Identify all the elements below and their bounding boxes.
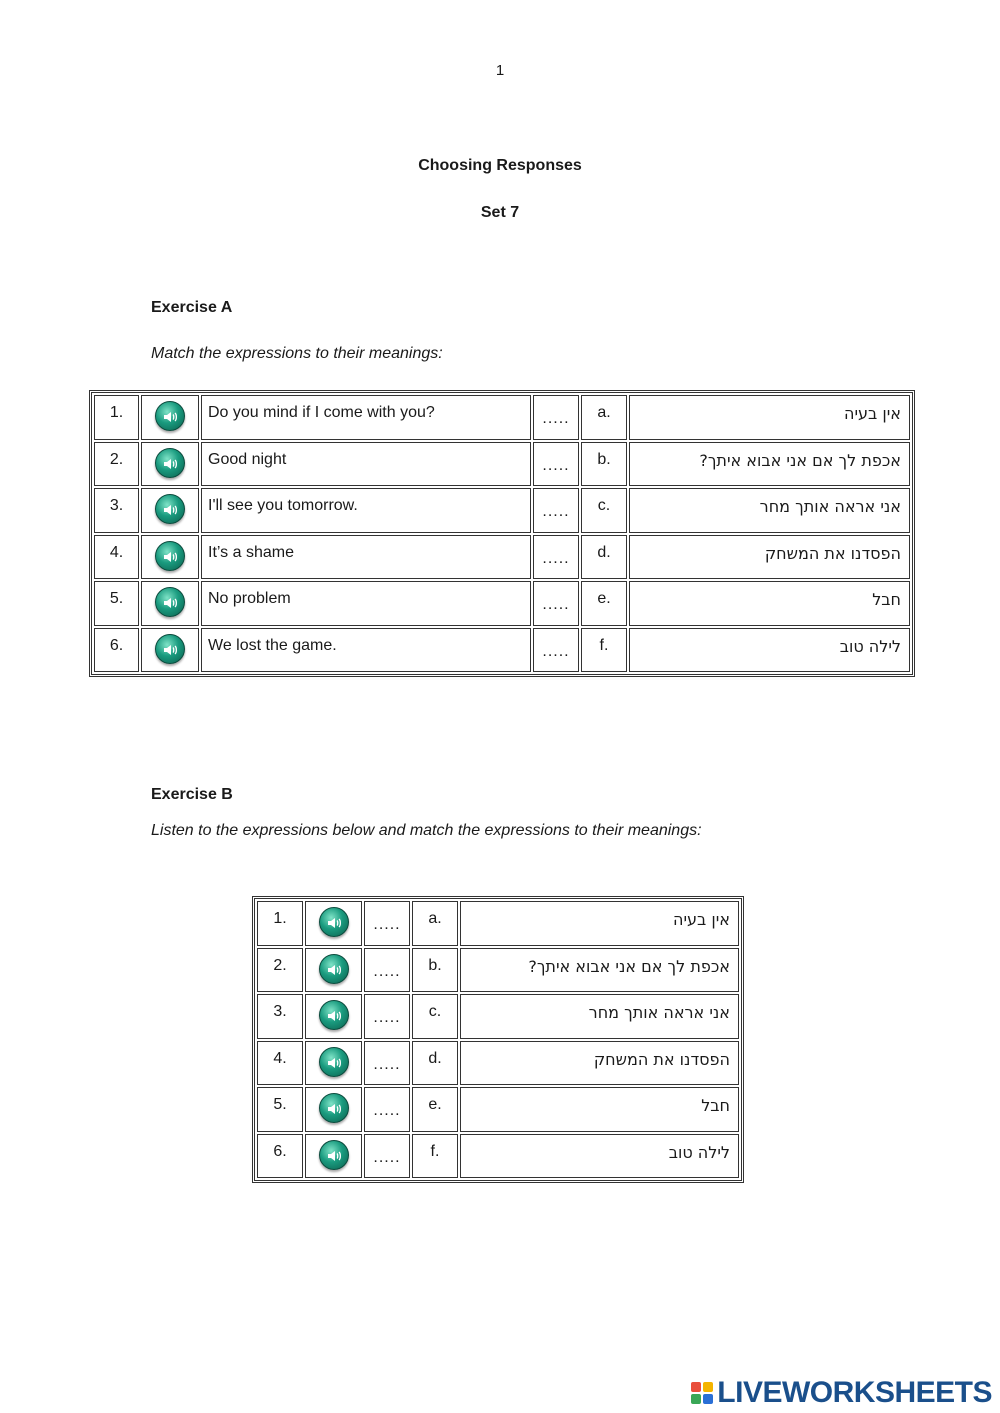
liveworksheets-logo — [691, 1376, 992, 1410]
option-letter: e. — [412, 1087, 458, 1132]
speaker-icon — [327, 1149, 343, 1163]
item-number: 3. — [257, 994, 303, 1039]
table-row — [257, 994, 739, 1039]
item-number: 4. — [257, 1041, 303, 1086]
table-row — [257, 1134, 739, 1179]
item-number: 4. — [94, 535, 139, 580]
play-sound-button[interactable] — [319, 954, 349, 984]
hebrew-meaning: אני אראה אותך מחר — [629, 488, 910, 533]
english-expression: I'll see you tomorrow. — [201, 488, 531, 533]
option-letter: f. — [581, 628, 627, 673]
answer-blank[interactable]: ..... — [364, 948, 410, 993]
play-sound-button[interactable] — [319, 1047, 349, 1077]
speaker-icon — [163, 503, 179, 517]
hebrew-meaning: אכפת לך אם אני אבוא איתך? — [460, 948, 739, 993]
hebrew-meaning: הפסדנו את המשחק — [629, 535, 910, 580]
english-expression: No problem — [201, 581, 531, 626]
speaker-icon — [163, 550, 179, 564]
option-letter: e. — [581, 581, 627, 626]
speaker-icon — [163, 457, 179, 471]
table-row — [257, 901, 739, 946]
speaker-icon — [163, 596, 179, 610]
option-letter: b. — [412, 948, 458, 993]
english-expression: We lost the game. — [201, 628, 531, 673]
play-sound-button[interactable] — [319, 907, 349, 937]
table-row — [94, 628, 910, 673]
play-sound-button-cell — [141, 488, 199, 533]
page-number: 1 — [495, 62, 505, 79]
english-expression: Good night — [201, 442, 531, 487]
answer-blank[interactable]: ..... — [364, 901, 410, 946]
hebrew-meaning: אכפת לך אם אני אבוא איתך? — [629, 442, 910, 487]
speaker-icon — [163, 410, 179, 424]
play-sound-button[interactable] — [319, 1093, 349, 1123]
exercise-b-table — [252, 896, 744, 1183]
exercise-a-heading: Exercise A — [151, 299, 233, 316]
logo-mark-icon — [691, 1382, 713, 1404]
item-number: 5. — [257, 1087, 303, 1132]
play-sound-button-cell — [305, 994, 362, 1039]
table-row — [94, 581, 910, 626]
play-sound-button-cell — [305, 1134, 362, 1179]
english-expression: Do you mind if I come with you? — [201, 395, 531, 440]
exercise-a-instruction: Match the expressions to their meanings: — [151, 345, 443, 362]
hebrew-meaning: חבל — [629, 581, 910, 626]
play-sound-button[interactable] — [155, 541, 185, 571]
option-letter: d. — [581, 535, 627, 580]
page-subtitle: Set 7 — [480, 204, 520, 221]
speaker-icon — [327, 963, 343, 977]
item-number: 6. — [257, 1134, 303, 1179]
speaker-icon — [327, 1009, 343, 1023]
play-sound-button[interactable] — [155, 587, 185, 617]
speaker-icon — [327, 916, 343, 930]
english-expression: It’s a shame — [201, 535, 531, 580]
answer-blank[interactable]: ..... — [533, 628, 579, 673]
option-letter: c. — [412, 994, 458, 1039]
exercise-b-instruction: Listen to the expressions below and match the expressions to their meanings: — [151, 822, 702, 839]
hebrew-meaning: לילה טוב — [460, 1134, 739, 1179]
answer-blank[interactable]: ..... — [533, 535, 579, 580]
option-letter: d. — [412, 1041, 458, 1086]
play-sound-button-cell — [141, 535, 199, 580]
play-sound-button[interactable] — [155, 494, 185, 524]
speaker-icon — [163, 643, 179, 657]
answer-blank[interactable]: ..... — [533, 442, 579, 487]
speaker-icon — [327, 1102, 343, 1116]
hebrew-meaning: אין בעיה — [629, 395, 910, 440]
option-letter: c. — [581, 488, 627, 533]
speaker-icon — [327, 1056, 343, 1070]
hebrew-meaning: הפסדנו את המשחק — [460, 1041, 739, 1086]
table-row — [257, 1087, 739, 1132]
item-number: 2. — [257, 948, 303, 993]
play-sound-button[interactable] — [155, 401, 185, 431]
table-row — [257, 1041, 739, 1086]
page-title: Choosing Responses — [418, 157, 582, 174]
item-number: 5. — [94, 581, 139, 626]
table-row — [257, 948, 739, 993]
table-row — [94, 442, 910, 487]
answer-blank[interactable]: ..... — [364, 994, 410, 1039]
play-sound-button[interactable] — [319, 1140, 349, 1170]
play-sound-button-cell — [305, 1041, 362, 1086]
hebrew-meaning: חבל — [460, 1087, 739, 1132]
play-sound-button-cell — [141, 395, 199, 440]
hebrew-meaning: אני אראה אותך מחר — [460, 994, 739, 1039]
option-letter: a. — [412, 901, 458, 946]
play-sound-button[interactable] — [155, 634, 185, 664]
play-sound-button-cell — [141, 442, 199, 487]
option-letter: f. — [412, 1134, 458, 1179]
play-sound-button-cell — [305, 901, 362, 946]
table-row — [94, 395, 910, 440]
hebrew-meaning: אין בעיה — [460, 901, 739, 946]
item-number: 1. — [94, 395, 139, 440]
option-letter: a. — [581, 395, 627, 440]
answer-blank[interactable]: ..... — [364, 1087, 410, 1132]
answer-blank[interactable]: ..... — [533, 581, 579, 626]
table-row — [94, 535, 910, 580]
exercise-b-heading: Exercise B — [151, 786, 233, 803]
option-letter: b. — [581, 442, 627, 487]
play-sound-button-cell — [141, 581, 199, 626]
play-sound-button[interactable] — [155, 448, 185, 478]
answer-blank[interactable]: ..... — [533, 395, 579, 440]
answer-blank[interactable]: ..... — [364, 1041, 410, 1086]
answer-blank[interactable]: ..... — [364, 1134, 410, 1179]
item-number: 1. — [257, 901, 303, 946]
hebrew-meaning: לילה טוב — [629, 628, 910, 673]
item-number: 6. — [94, 628, 139, 673]
logo-text: LIVEWORKSHEETS — [717, 1376, 992, 1409]
play-sound-button-cell — [141, 628, 199, 673]
table-row — [94, 488, 910, 533]
item-number: 3. — [94, 488, 139, 533]
play-sound-button[interactable] — [319, 1000, 349, 1030]
play-sound-button-cell — [305, 948, 362, 993]
answer-blank[interactable]: ..... — [533, 488, 579, 533]
exercise-a-table — [89, 390, 915, 677]
play-sound-button-cell — [305, 1087, 362, 1132]
item-number: 2. — [94, 442, 139, 487]
